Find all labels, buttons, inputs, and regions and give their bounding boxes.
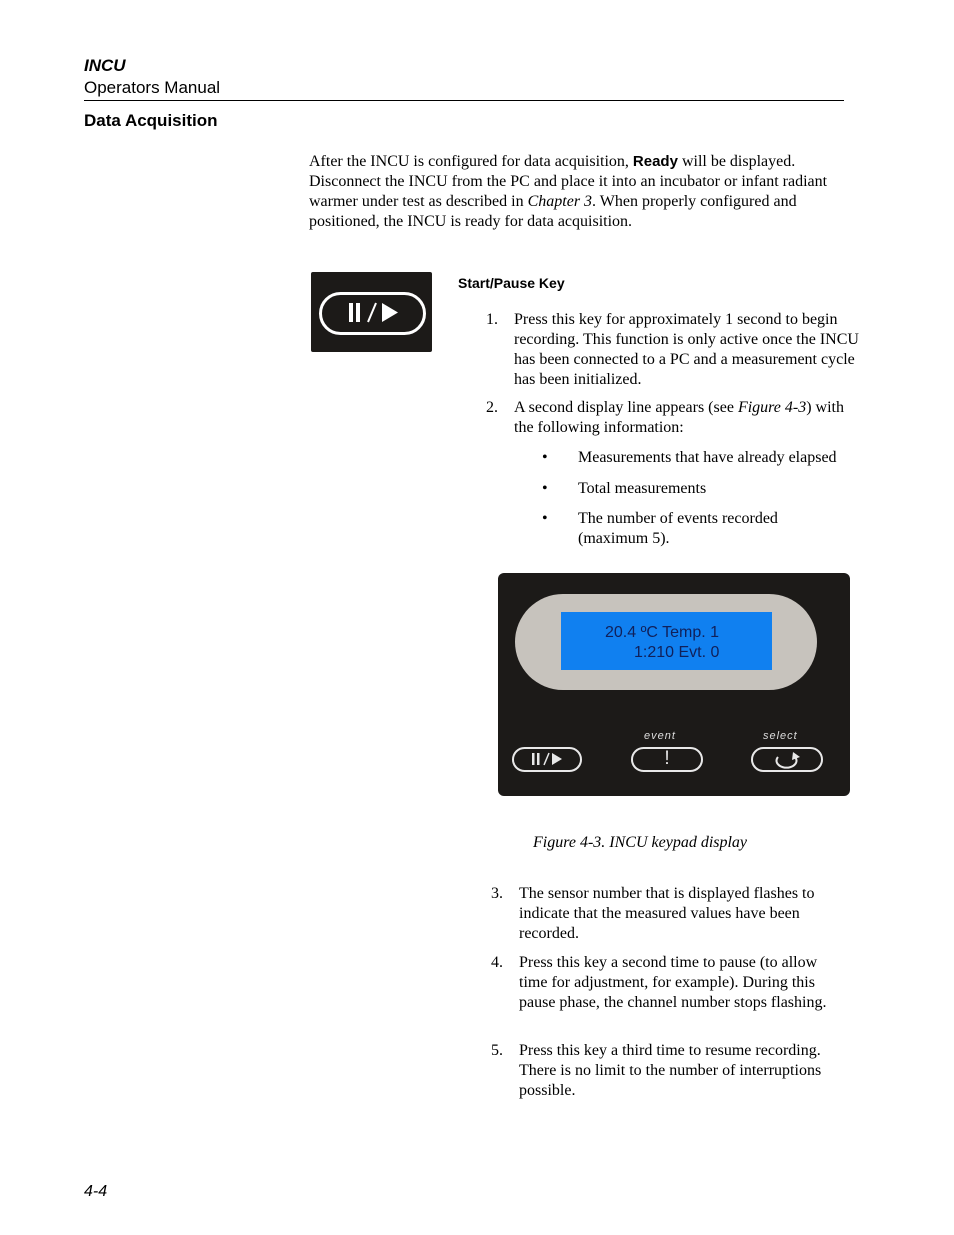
- figure-caption: Figure 4-3. INCU keypad display: [533, 834, 748, 851]
- bullet-text: The number of events recorded (maximum 5).: [578, 510, 778, 547]
- intro-paragraph: [309, 152, 839, 232]
- step-text: [514, 398, 844, 438]
- select-label: select: [763, 730, 798, 742]
- step-2-text-a: A second display line appears (see: [514, 399, 738, 416]
- step-number: 5.: [491, 1042, 503, 1059]
- ready-term: Ready: [632, 153, 678, 170]
- step-number: 1.: [486, 311, 498, 328]
- play-pause-key-icon: [311, 272, 432, 352]
- chapter-reference: Chapter 3: [527, 193, 593, 210]
- header-subtitle: Operators Manual: [84, 78, 221, 97]
- header-divider: [84, 100, 844, 101]
- rotate-arrow-icon: [753, 749, 821, 770]
- header-title: INCU: [84, 56, 126, 75]
- step-number: 2.: [486, 399, 498, 416]
- start-pause-button: [512, 747, 582, 772]
- bullet-mark: •: [542, 449, 548, 466]
- step-number: 4.: [491, 954, 503, 971]
- select-button: [751, 747, 823, 772]
- keypad-display-figure: [498, 573, 850, 796]
- pause-play-glyph-icon: [322, 295, 423, 332]
- step-text: The sensor number that is displayed flashes to indicate that the measured values have been recorded.: [519, 885, 815, 942]
- intro-part1: After the INCU is configured for data acquisition,: [309, 153, 633, 170]
- bullet-text: Measurements that have already elapsed: [578, 449, 837, 466]
- pause-play-glyph-icon: [514, 749, 580, 770]
- step-2-text-b: ) with the following information:: [514, 399, 844, 436]
- lcd-line-1: 20.4 ºC Temp. 1: [605, 624, 720, 641]
- intro-part3: . When properly configured and positioned, the INCU is ready for data acquisition.: [309, 193, 797, 230]
- intro-part2: will be displayed. Disconnect the INCU from the PC and place it into an incubator or infant radiant warmer under test as described in: [309, 153, 828, 210]
- step-number: 3.: [491, 885, 503, 902]
- step-text: Press this key for approximately 1 second to begin recording. This function is only active once the INCU has been connected to a PC and a measurement cycle has been initialized.: [514, 311, 859, 388]
- event-label: event: [644, 730, 676, 742]
- lcd-line-2: 1:210 Evt. 0: [634, 644, 720, 661]
- section-title: Data Acquisition: [84, 111, 218, 130]
- lcd-screen: [561, 612, 772, 670]
- play-pause-key-outline: [319, 292, 426, 335]
- event-button: [631, 747, 703, 772]
- step-text: Press this key a second time to pause (to allow time for adjustment, for example). During this pause phase, the channel number stops flashing.: [519, 954, 827, 1011]
- figure-reference: Figure 4-3: [737, 399, 807, 416]
- bullet-mark: •: [542, 480, 548, 497]
- page-number: 4-4: [84, 1183, 108, 1200]
- step-text: Press this key a third time to resume recording. There is no limit to the number of interruptions possible.: [519, 1042, 822, 1099]
- bullet-mark: •: [542, 510, 548, 527]
- key-heading: Start/Pause Key: [458, 275, 565, 291]
- bullet-text: Total measurements: [578, 480, 707, 497]
- exclamation-icon: !: [664, 748, 670, 769]
